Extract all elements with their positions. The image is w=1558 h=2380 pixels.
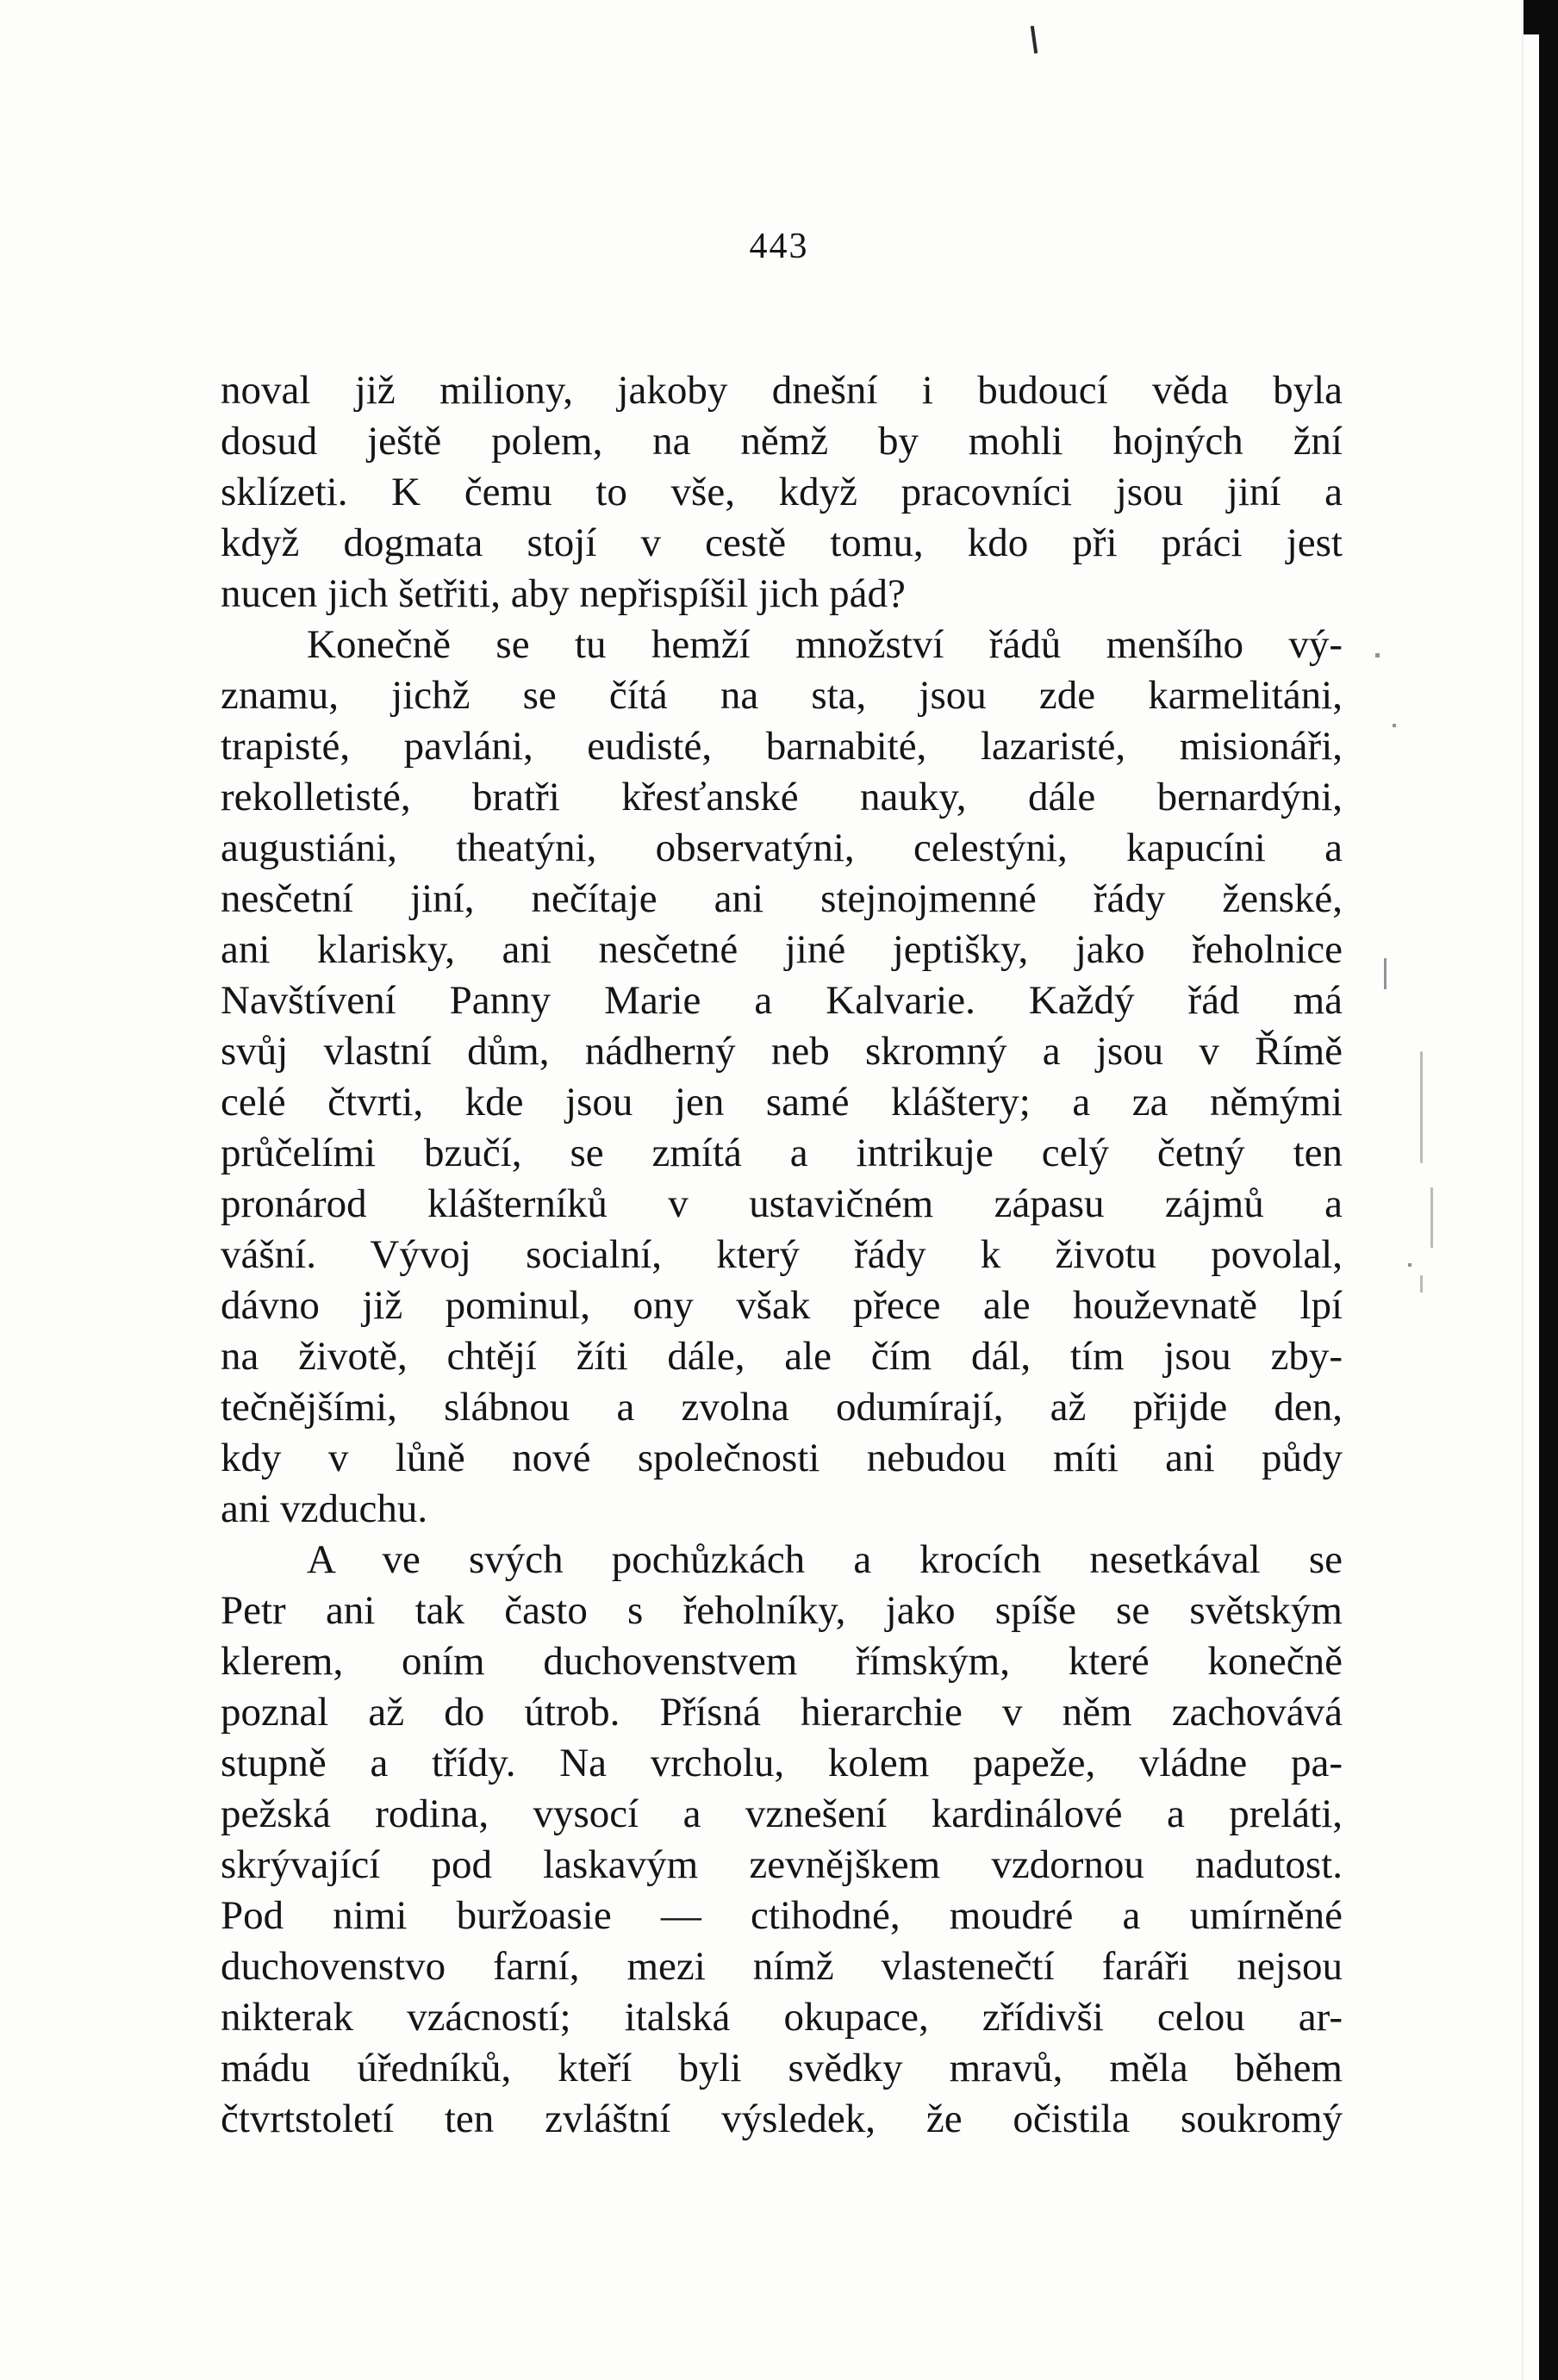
text-line: mádu úředníků, kteří byli svědky mravů, měla během (221, 2046, 1343, 2090)
text-line: svůj vlastní dům, nádherný neb skromný a jsou v Římě (221, 1029, 1343, 1074)
text-line: vášní. Vývoj socialní, který řády k životu povolal, (221, 1232, 1343, 1277)
text-line: rekolletisté, bratři křesťanské nauky, dále bernardýni, (221, 775, 1343, 819)
text-line: stupně a třídy. Na vrcholu, kolem papeže, vládne pa- (221, 1741, 1343, 1785)
text-line: celé čtvrti, kde jsou jen samé kláštery; a za němými (221, 1080, 1343, 1125)
paragraph-start: A ve svých pochůzkách a krocích nesetkával se (307, 1537, 1343, 1582)
text-line: kdy v lůně nové společnosti nebudou míti ani půdy (221, 1436, 1343, 1480)
scan-tick-mark (1031, 26, 1038, 53)
scan-speck (1408, 1263, 1412, 1267)
text-line: na životě, chtějí žíti dále, ale čím dál, tím jsou zby- (221, 1334, 1343, 1379)
scan-border-corner (1524, 0, 1558, 34)
text-line: nesčetní jiní, nečítaje ani stejnojmenné řády ženské, (221, 876, 1343, 921)
text-line: když dogmata stojí v cestě tomu, kdo při práci jest (221, 520, 1343, 565)
text-line: poznal až do útrob. Přísná hierarchie v něm zachovává (221, 1690, 1343, 1735)
text-line: nikterak vzácností; italská okupace, zřídivši celou ar- (221, 1995, 1343, 2040)
text-line: dosud ještě polem, na němž by mohli hojných žní (221, 419, 1343, 464)
text-line: ani vzduchu. (221, 1486, 428, 1531)
text-line: čtvrtstoletí ten zvláštní výsledek, že očistila soukromý (221, 2097, 1343, 2141)
paragraph-start: Konečně se tu hemží množství řádů menšího vý- (307, 622, 1343, 667)
scan-speck (1430, 1187, 1433, 1248)
scan-speck (1420, 1051, 1423, 1163)
text-line: skrývající pod laskavým zevnějškem vzdornou nadutost. (221, 1842, 1343, 1887)
text-line: trapisté, pavláni, eudisté, barnabité, lazaristé, misionáři, (221, 724, 1343, 769)
text-line: tečnějšími, slábnou a zvolna odumírají, až přijde den, (221, 1385, 1343, 1430)
text-line: nucen jich šetřiti, aby nepřispíšil jich pád? (221, 571, 906, 616)
text-line: noval již miliony, jakoby dnešní i budoucí věda byla (221, 368, 1343, 413)
text-line: augustiáni, theatýni, observatýni, celestýni, kapucíni a (221, 826, 1343, 870)
text-line: duchovenstvo farní, mezi nímž vlastenečtí faráři nejsou (221, 1944, 1343, 1989)
binding-shadow (1522, 0, 1524, 2380)
text-line: sklízeti. K čemu to vše, když pracovníci jsou jiní a (221, 470, 1343, 514)
text-line: Pod nimi buržoasie — ctihodné, moudré a umírněné (221, 1893, 1343, 1938)
text-line: průčelími bzučí, se zmítá a intrikuje celý četný ten (221, 1131, 1343, 1175)
text-line: klerem, oním duchovenstvem římským, které konečně (221, 1639, 1343, 1684)
scan-speck (1384, 958, 1387, 989)
text-line: pežská rodina, vysocí a vznešení kardinálové a preláti, (221, 1791, 1343, 1836)
text-line: pronárod klášterníků v ustavičném zápasu zájmů a (221, 1181, 1343, 1226)
scan-speck (1393, 724, 1396, 727)
text-line: znamu, jichž se čítá na sta, jsou zde karmelitáni, (221, 673, 1343, 718)
scan-speck (1420, 1275, 1423, 1293)
body-text (221, 365, 1343, 2145)
text-line: ani klarisky, ani nesčetné jiné jeptišky, jako řeholnice (221, 927, 1343, 972)
text-line: Navštívení Panny Marie a Kalvarie. Každý řád má (221, 978, 1343, 1023)
text-line: Petr ani tak často s řeholníky, jako spíše se světským (221, 1588, 1343, 1633)
page-number: 443 (749, 227, 809, 266)
text-line: dávno již pominul, ony však přece ale houževnatě lpí (221, 1283, 1343, 1328)
scan-border-right (1539, 0, 1558, 2380)
scan-speck (1375, 653, 1380, 657)
